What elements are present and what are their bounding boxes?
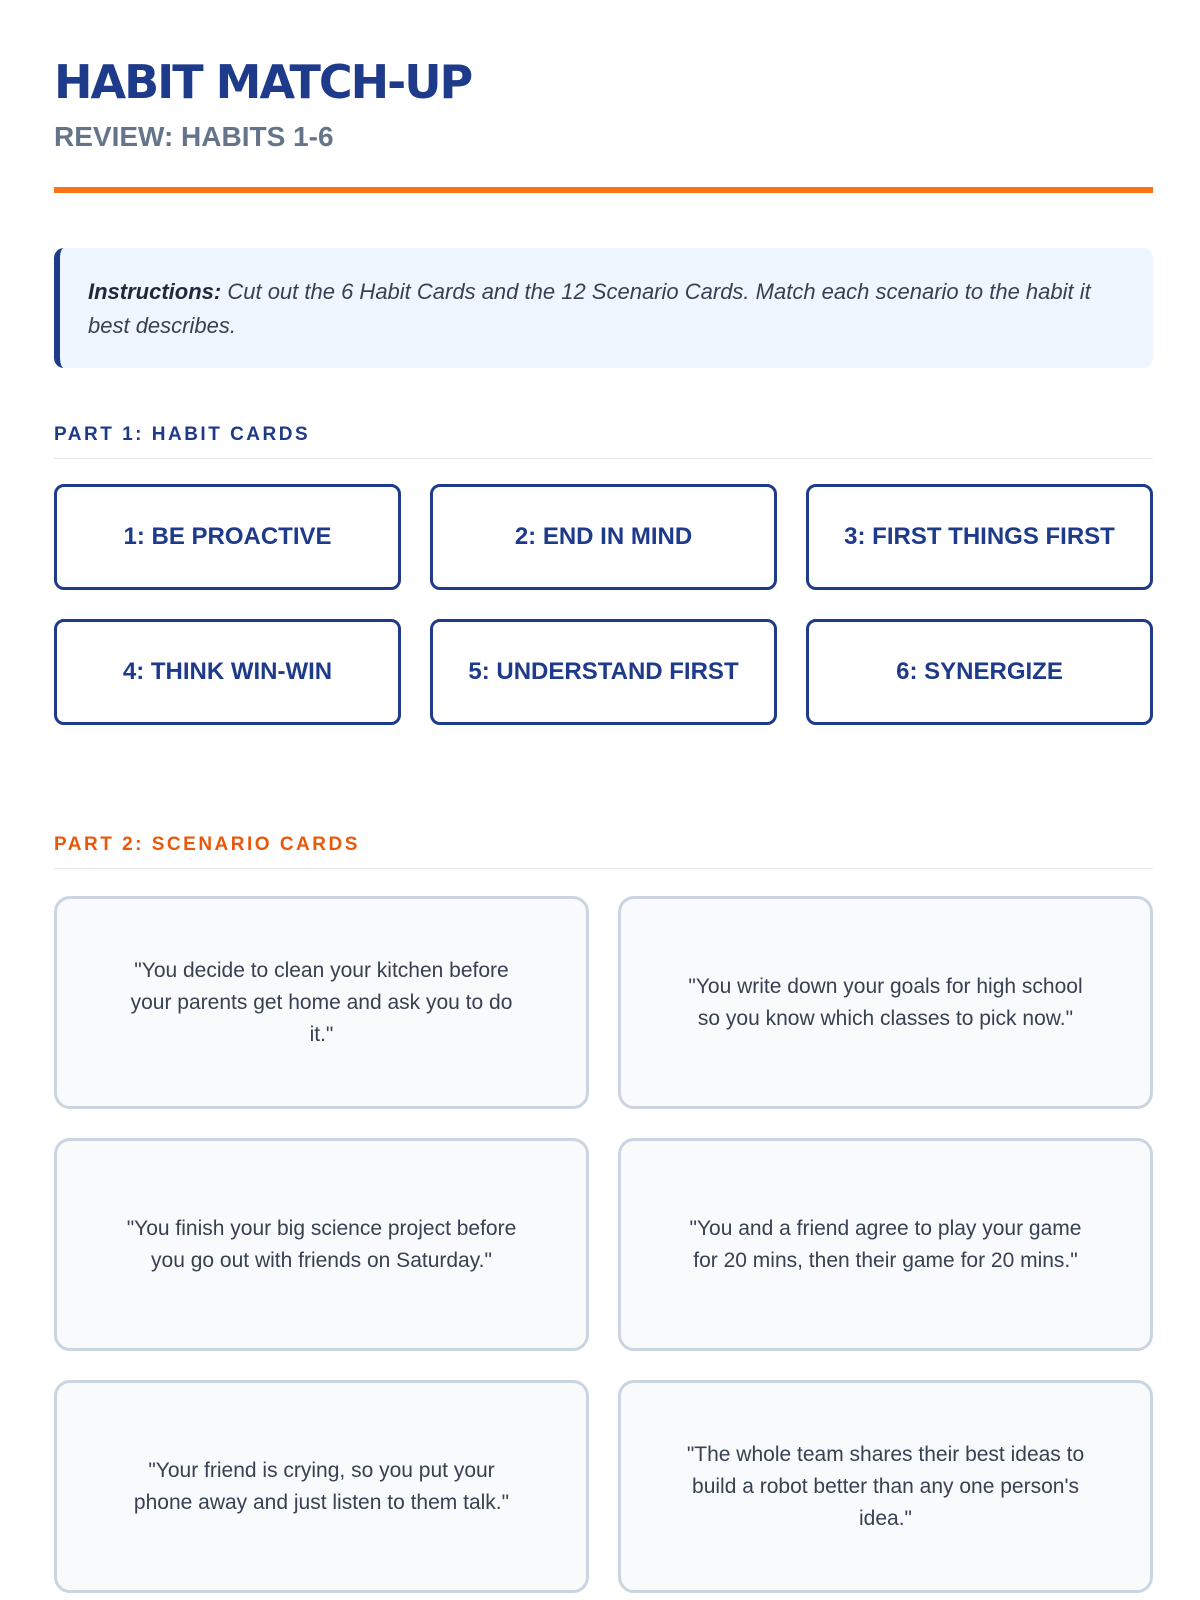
header-divider	[54, 187, 1153, 193]
scenario-card-5[interactable]: "Your friend is crying, so you put your phone away and just listen to them talk."	[54, 1380, 589, 1593]
scenario-card-1[interactable]: "You decide to clean your kitchen before your parents get home and ask you to do it."	[54, 896, 589, 1109]
scenario-card-6[interactable]: "The whole team shares their best ideas to build a robot better than any one person's idea."	[618, 1380, 1153, 1593]
scenario-card-3[interactable]: "You finish your big science project before you go out with friends on Saturday."	[54, 1138, 589, 1351]
instructions-text: Cut out the 6 Habit Cards and the 12 Scenario Cards. Match each scenario to the habit it best describes.	[88, 279, 1091, 338]
scenario-card-2[interactable]: "You write down your goals for high school so you know which classes to pick now."	[618, 896, 1153, 1109]
habit-card-6[interactable]: 6: SYNERGIZE	[806, 619, 1153, 725]
instructions-label: Instructions:	[88, 279, 222, 304]
instructions-box	[54, 248, 1153, 368]
page-subtitle: REVIEW: HABITS 1-6	[54, 121, 334, 152]
habit-card-5[interactable]: 5: UNDERSTAND FIRST	[430, 619, 777, 725]
habit-card-1[interactable]: 1: BE PROACTIVE	[54, 484, 401, 590]
part2-heading: PART 2: SCENARIO CARDS	[54, 834, 1153, 869]
habit-card-4[interactable]: 4: THINK WIN-WIN	[54, 619, 401, 725]
scenario-card-4[interactable]: "You and a friend agree to play your game for 20 mins, then their game for 20 mins."	[618, 1138, 1153, 1351]
part1-heading: PART 1: HABIT CARDS	[54, 424, 1153, 459]
habit-card-3[interactable]: 3: FIRST THINGS FIRST	[806, 484, 1153, 590]
habit-card-2[interactable]: 2: END IN MIND	[430, 484, 777, 590]
page-title: HABIT MATCH-UP	[54, 55, 472, 109]
